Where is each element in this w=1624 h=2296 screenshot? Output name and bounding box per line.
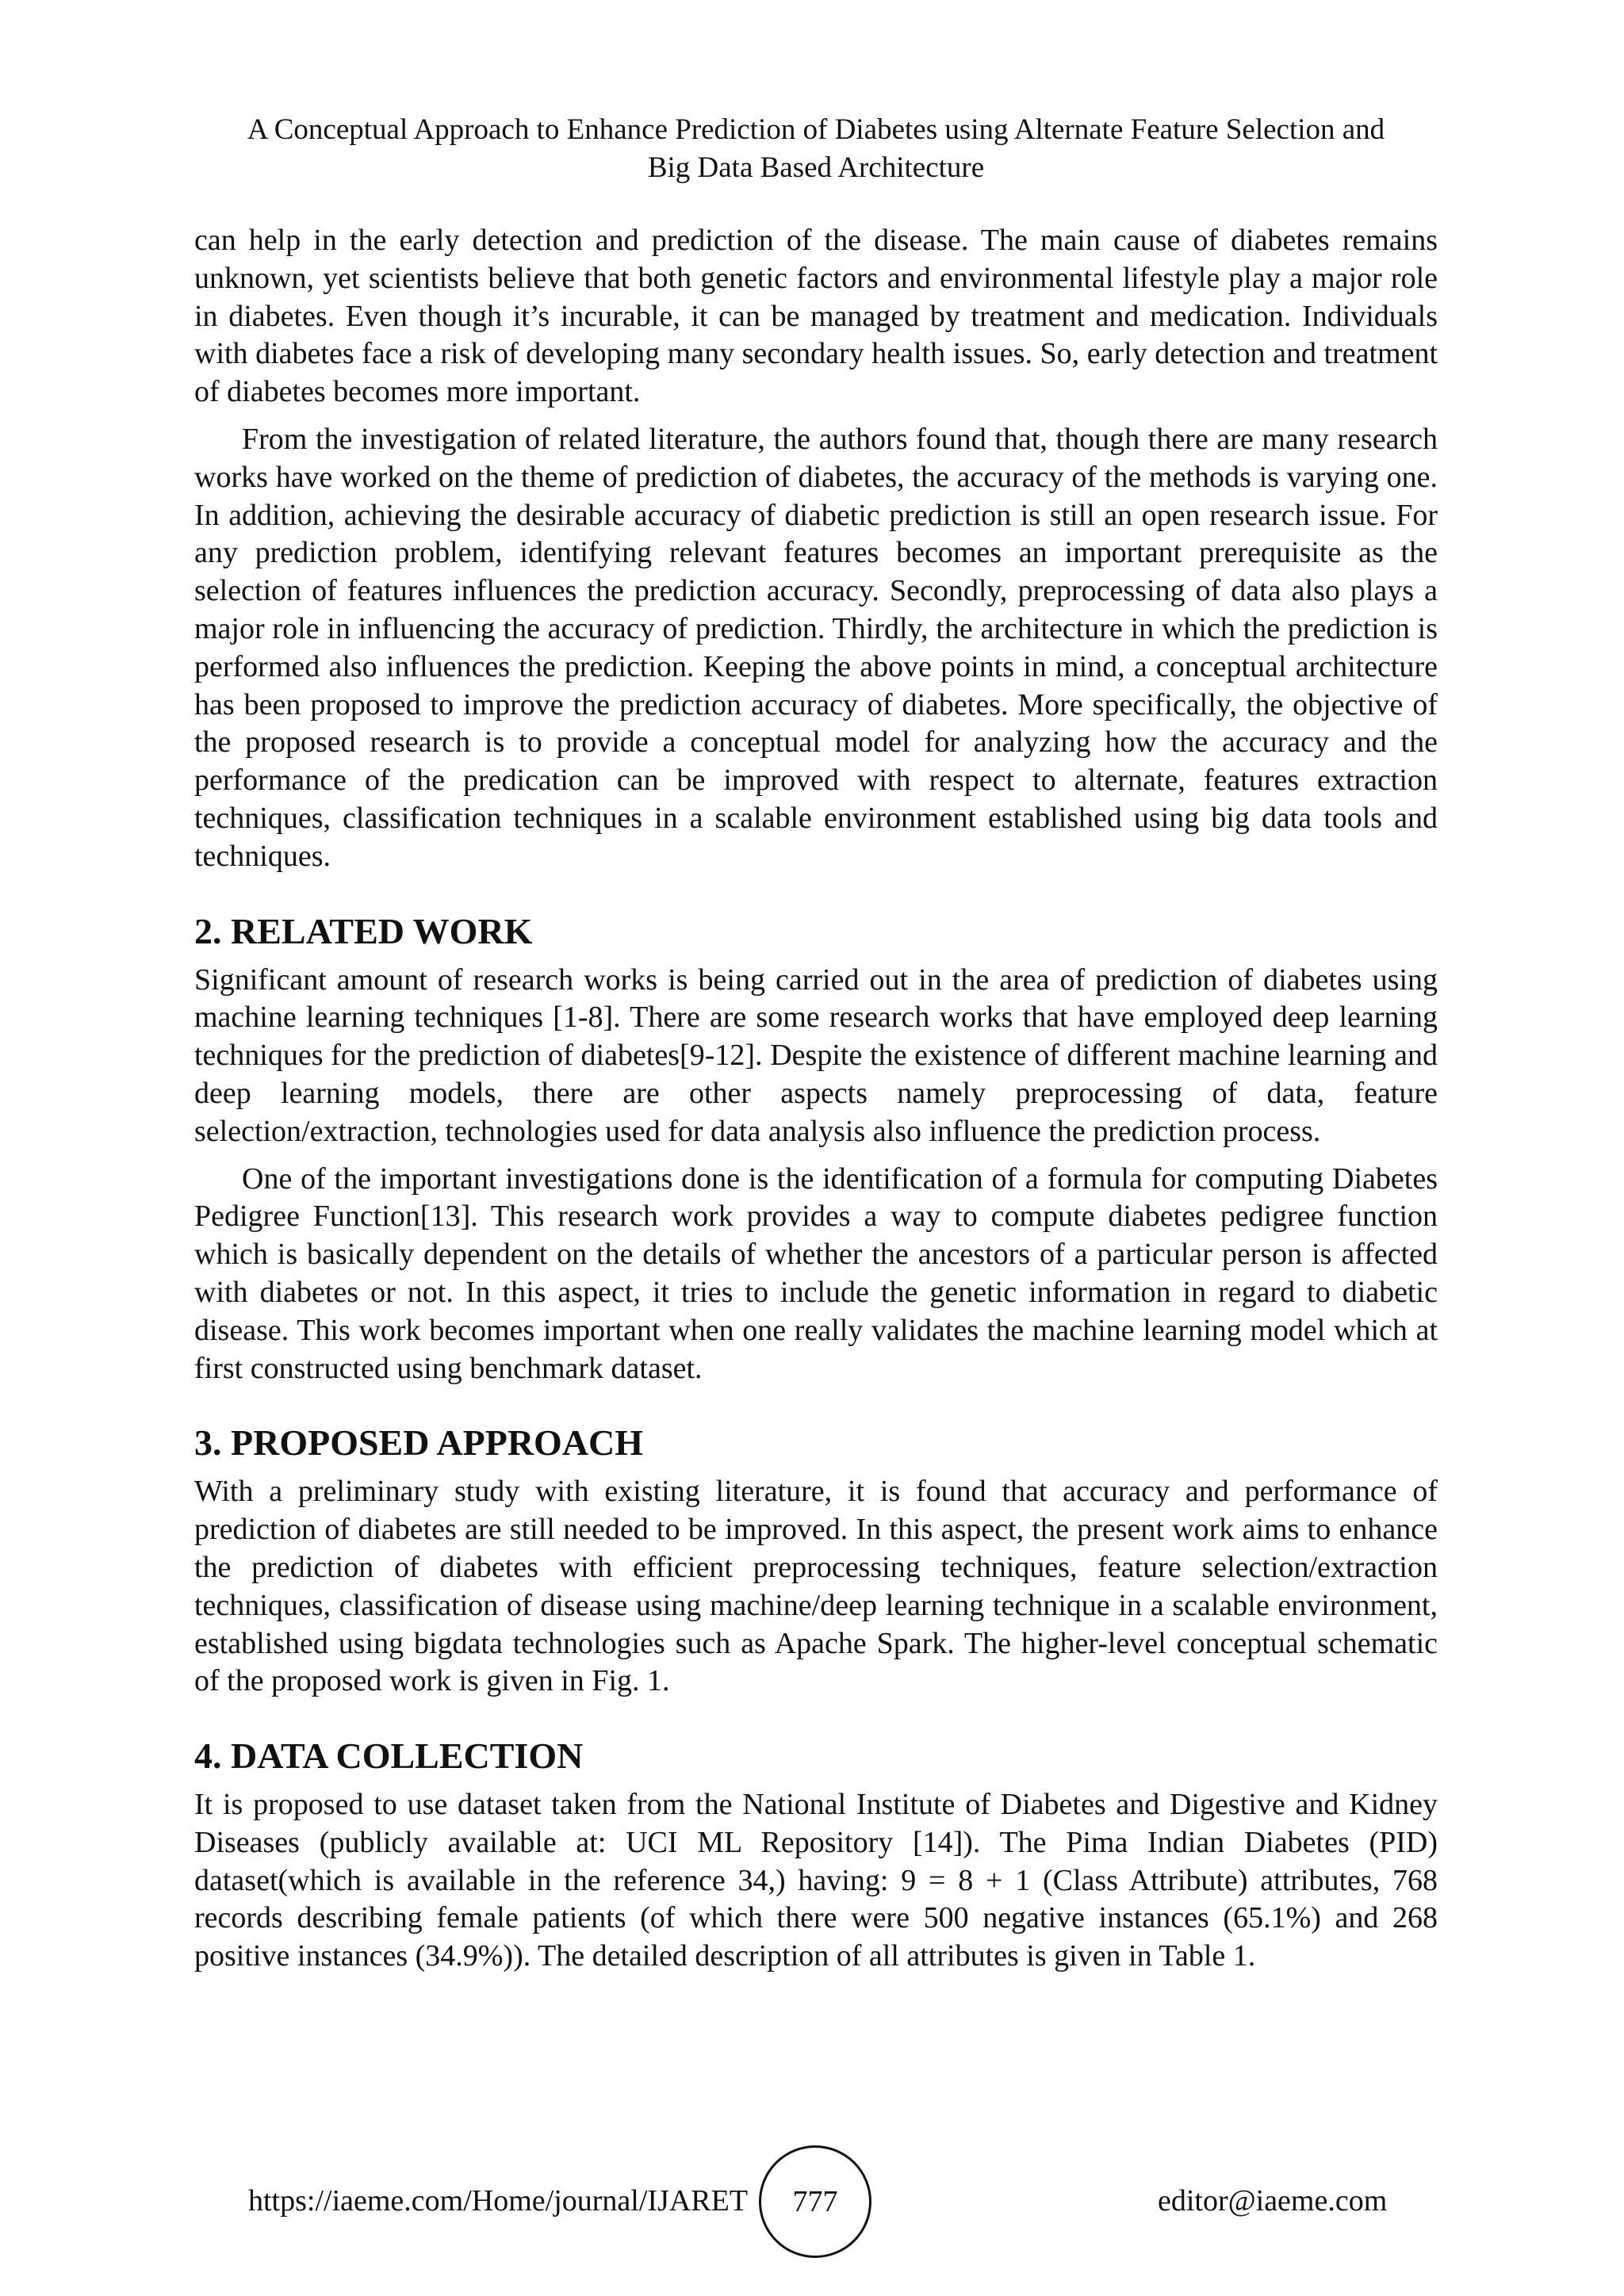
intro-paragraph-1: can help in the early detection and prediction of the disease. The main cause of diabetes remains unknown, yet scientists believe that both genetic factors and environmental lifestyle play a major role in diabetes. Even though it’s incurable, it can be managed by treatment and medication. Individuals with diabetes face a risk of developing many secondary health issues. So, early detection and treatment of diabetes becomes more important. <box>194 224 1438 409</box>
related-work-paragraph-2: One of the important investigations done is the identification of a formula for computing Diabetes Pedigree Function[13]. This research work provides a way to compute diabetes pedigree function which is basically dependent on the details of whether the ancestors of a particular person is affected with diabetes or not. In this aspect, it tries to include the genetic information in regard to diabetic disease. This work becomes important when one really validates the machine learning model which at first constructed using benchmark dataset. <box>194 1161 1438 1385</box>
page-number-circle <box>759 2145 871 2258</box>
journal-url-link[interactable]: https://iaeme.com/Home/journal/IJARET <box>248 2184 749 2218</box>
data-collection-paragraph-1: It is proposed to use dataset taken from the National Institute of Diabetes and Digestive and Kidney Diseases (publicly available at: UCI ML Repository [14]). The Pima Indian Diabetes (PID) dataset(which is available in the reference 34,) having: 9 = 8 + 1 (Class Attribute) attributes, 768 records describing female patients (of which there were 500 negative instances (65.1%) and 268 positive instances (34.9%)). The detailed description of all attributes is given in Table 1. <box>194 1788 1438 1973</box>
running-title-line-2: Big Data Based Architecture <box>647 151 985 184</box>
editor-email-link[interactable]: editor@iaeme.com <box>1158 2184 1388 2218</box>
running-title-line-1: A Conceptual Approach to Enhance Prediction of Diabetes using Alternate Feature Selection and <box>247 113 1385 146</box>
proposed-approach-paragraph-1: With a preliminary study with existing literature, it is found that accuracy and performance of prediction of diabetes are still needed to be improved. In this aspect, the present work aims to enhance the prediction of diabetes with efficient preprocessing techniques, feature selection/extraction techniques, classification of disease using machine/deep learning technique in a scalable environment, established using bigdata technologies such as Apache Spark. The higher-level conceptual schematic of the proposed work is given in Fig. 1. <box>194 1475 1438 1698</box>
data-collection-heading: 4. DATA COLLECTION <box>194 1735 584 1777</box>
proposed-approach-heading: 3. PROPOSED APPROACH <box>194 1422 644 1464</box>
intro-paragraph-2: From the investigation of related literature, the authors found that, though there are many research works have worked on the theme of prediction of diabetes, the accuracy of the methods is varying one. In addition, achieving the desirable accuracy of diabetic prediction is still an open research issue. For any prediction problem, identifying relevant features becomes an important prerequisite as the selection of features influences the prediction accuracy. Secondly, preprocessing of data also plays a major role in influencing the accuracy of prediction. Thirdly, the architecture in which the prediction is performed also influences the prediction. Keeping the above points in mind, a conceptual architecture has been proposed to improve the prediction accuracy of diabetes. More specifically, the objective of the proposed research is to provide a conceptual model for analyzing how the accuracy and the performance of the predication can be improved with respect to alternate, features extraction techniques, classification techniques in a scalable environment established using big data tools and techniques. <box>194 422 1438 873</box>
running-header <box>194 111 1438 187</box>
body-content <box>194 222 1438 1985</box>
related-work-heading: 2. RELATED WORK <box>194 910 533 951</box>
page-number: 777 <box>792 2185 838 2218</box>
related-work-paragraph-1: Significant amount of research works is being carried out in the area of prediction of diabetes using machine learning techniques [1-8]. There are some research works that have employed deep learning techniques for the prediction of diabetes[9-12]. Despite the existence of different machine learning and deep learning models, there are other aspects namely preprocessing of data, feature selection/extraction, technologies used for data analysis also influence the prediction process. <box>194 962 1438 1148</box>
page-footer <box>0 2141 1624 2260</box>
